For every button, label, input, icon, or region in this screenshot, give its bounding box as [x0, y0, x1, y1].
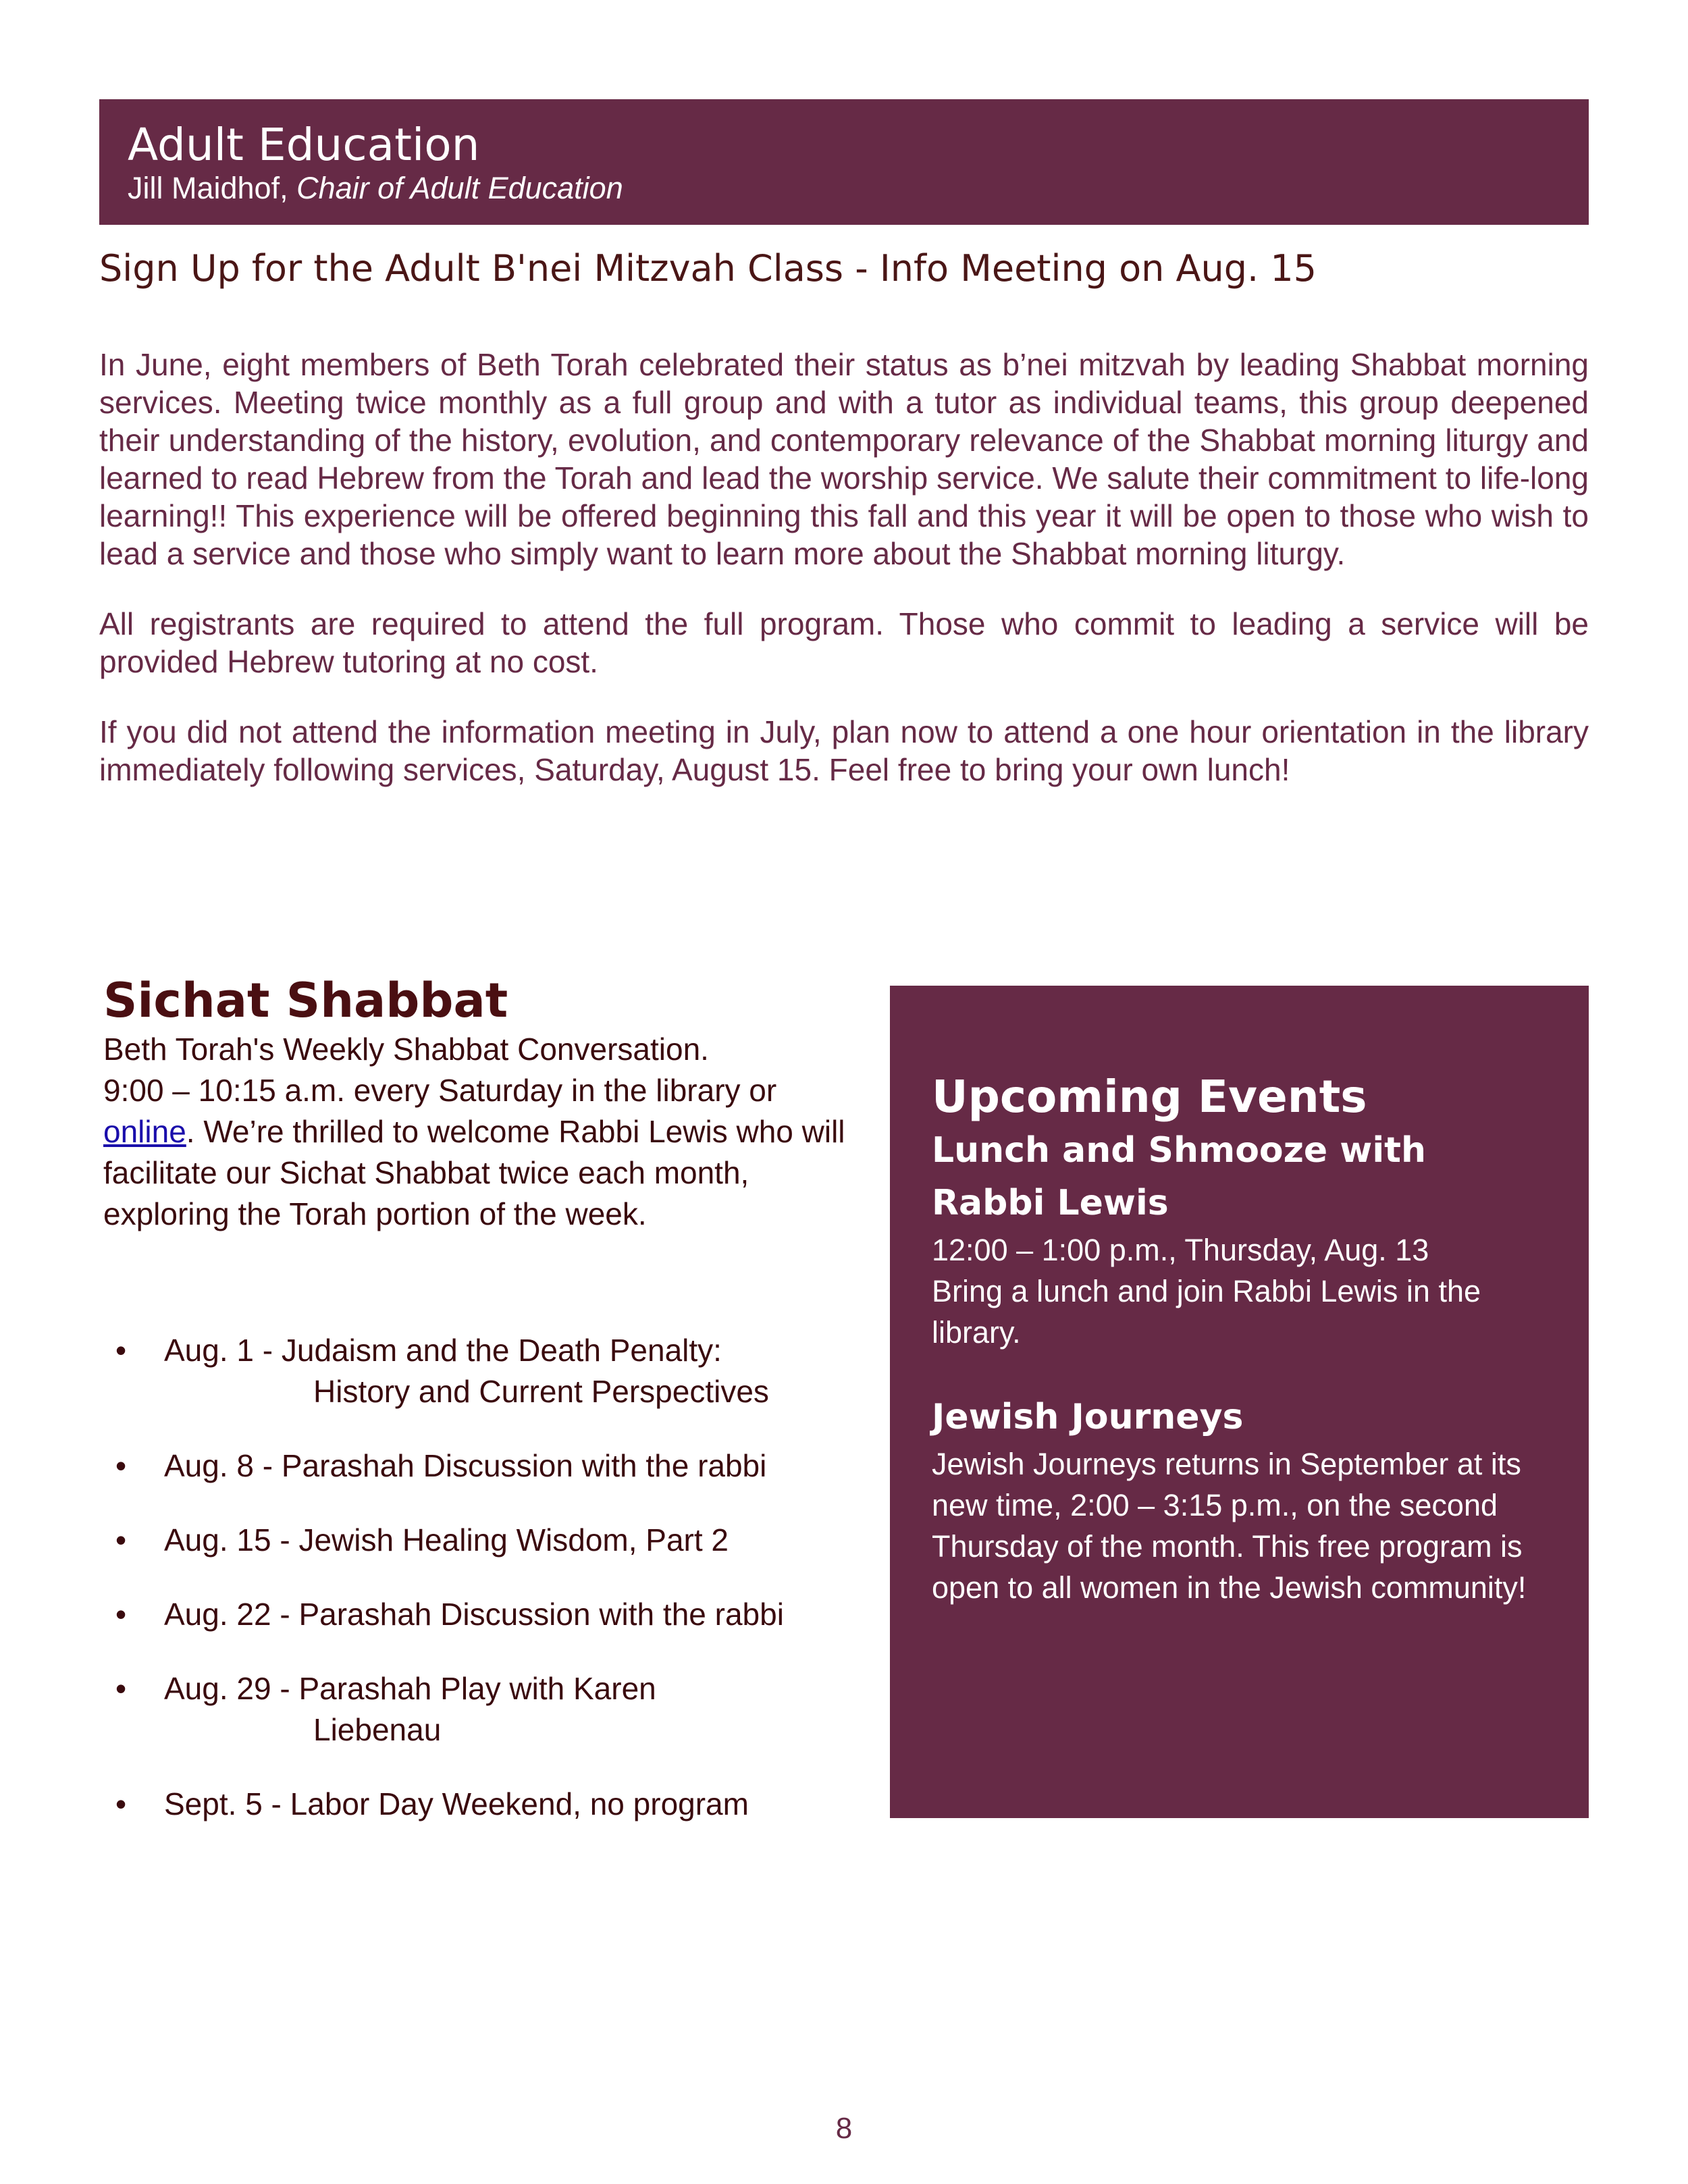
bullet: • [115, 1448, 127, 1483]
event-description: Jewish Journeys returns in September at its new time, 2:00 – 3:15 p.m., on the second Thursday of the month. This free program is open to all women in the Jewish community! [932, 1447, 1527, 1605]
bullet: • [115, 1597, 127, 1632]
event-name: Lunch and Shmooze with Rabbi Lewis [932, 1130, 1427, 1223]
schedule-item-continuation: History and Current Perspectives [313, 1374, 769, 1409]
chair-role: Chair of Adult Education [296, 171, 623, 205]
article-body [99, 346, 1589, 821]
event-item [932, 1391, 1548, 1608]
bullet: • [115, 1786, 127, 1821]
upcoming-events-box [890, 986, 1589, 1818]
schedule-item-text: Aug. 29 - Parashah Play with Karen [164, 1671, 656, 1706]
schedule-item-continuation: Liebenau [313, 1712, 442, 1747]
chair-byline [128, 171, 1589, 206]
list-item [103, 1594, 880, 1635]
list-item [103, 1330, 880, 1412]
article-heading: Sign Up for the Adult B'nei Mitzvah Class - Info Meeting on Aug. 15 [99, 247, 1317, 290]
bullet: • [115, 1333, 127, 1368]
schedule-item-text: Aug. 1 - Judaism and the Death Penalty: [164, 1333, 722, 1368]
article-paragraph: If you did not attend the information meeting in July, plan now to attend a one hour orientation in the library immediately following services, Saturday, August 15. Feel free to bring your own lunch! [99, 714, 1589, 787]
online-link[interactable]: online [103, 1114, 186, 1149]
sichat-description-rest: . We’re thrilled to welcome Rabbi Lewis who will facilitate our Sichat Shabbat twice each month, exploring the Torah portion of the week. [103, 1114, 845, 1231]
events-title: Upcoming Events [932, 1071, 1367, 1123]
schedule-item-text: Aug. 22 - Parashah Discussion with the rabbi [164, 1597, 784, 1632]
sichat-description [103, 1070, 860, 1235]
bullet: • [115, 1522, 127, 1557]
sichat-time: 9:00 – 10:15 a.m. every Saturday in the library or [103, 1073, 777, 1108]
sichat-title: Sichat Shabbat [103, 973, 508, 1028]
schedule-item-text: Aug. 15 - Jewish Healing Wisdom, Part 2 [164, 1522, 729, 1557]
article-paragraph: All registrants are required to attend the full program. Those who commit to leading a service will be provided Hebrew tutoring at no cost. [99, 606, 1589, 679]
page-number: 8 [835, 2112, 853, 2145]
article-paragraph: In June, eight members of Beth Torah celebrated their status as b’nei mitzvah by leading Shabbat morning services. Meeting twice monthly as a full group and with a tutor as individual teams, this group deepened their understanding of the history, evolution, and contemporary relevance of the Shabbat morning liturgy and learned to read Hebrew from the Torah and lead the worship service. We salute their commitment to life-long learning!! This experience will be offered beginning this fall and this year it will be open to those who wish to lead a service and those who simply want to learn more about the Shabbat morning liturgy. [99, 347, 1589, 571]
list-item [103, 1445, 880, 1487]
list-item [103, 1520, 880, 1561]
event-item [932, 1124, 1548, 1353]
bullet: • [115, 1671, 127, 1706]
sichat-shabbat-section [103, 972, 860, 1235]
list-item [103, 1784, 880, 1825]
section-banner [99, 99, 1589, 225]
event-time: 12:00 – 1:00 p.m., Thursday, Aug. 13 [932, 1233, 1429, 1267]
event-name: Jewish Journeys [932, 1397, 1244, 1437]
schedule-item-text: Sept. 5 - Labor Day Weekend, no program [164, 1786, 749, 1821]
sichat-schedule [103, 1330, 880, 1858]
sichat-subtitle: Beth Torah's Weekly Shabbat Conversation. [103, 1032, 709, 1067]
section-title: Adult Education [128, 119, 480, 171]
list-item [103, 1668, 880, 1751]
event-description: Bring a lunch and join Rabbi Lewis in the library. [932, 1274, 1481, 1350]
schedule-item-text: Aug. 8 - Parashah Discussion with the rabbi [164, 1448, 767, 1483]
chair-name: Jill Maidhof, [128, 171, 288, 205]
